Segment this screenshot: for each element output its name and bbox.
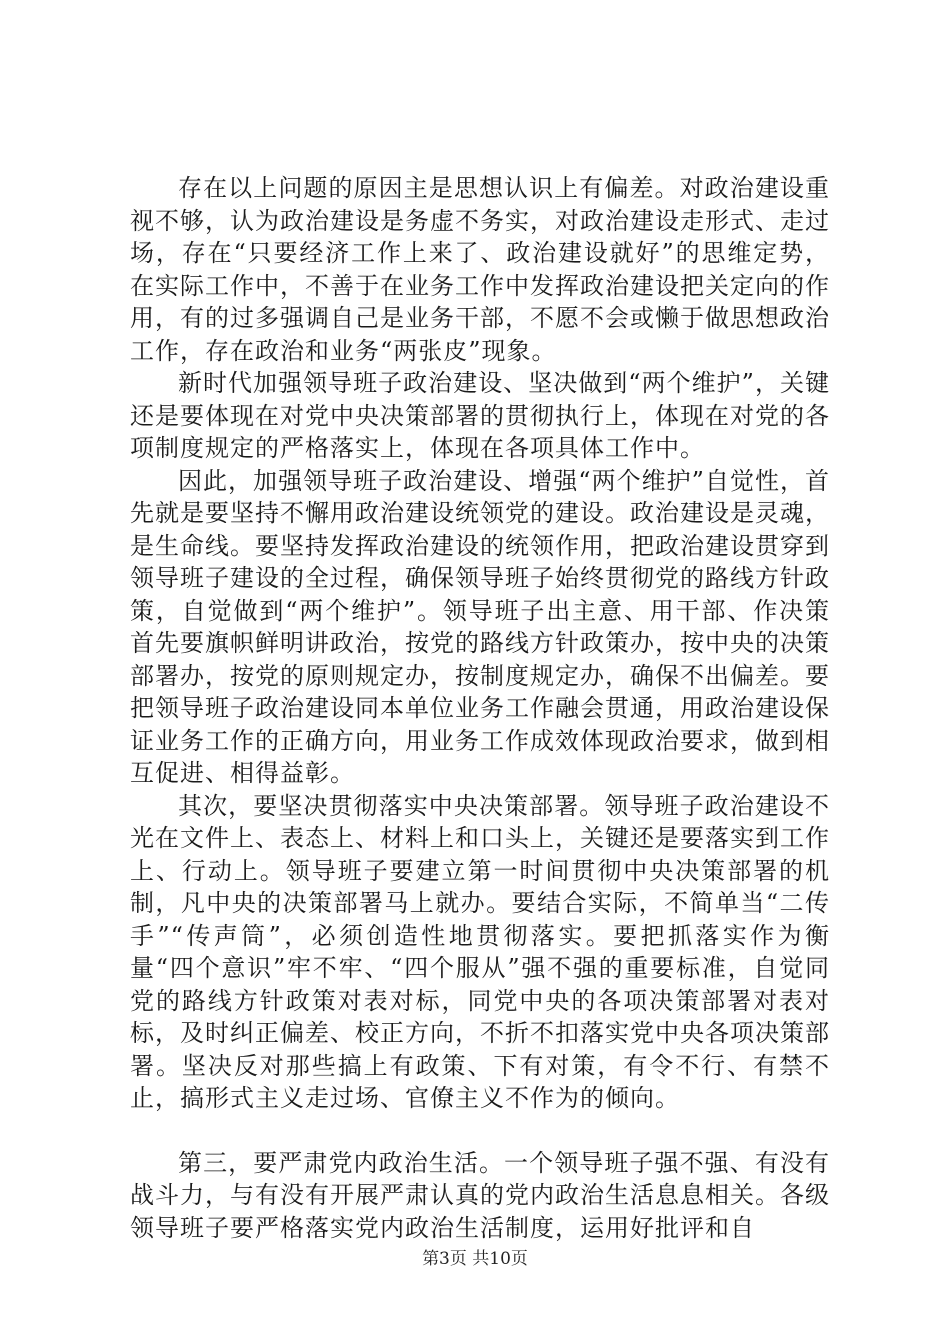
paragraph-therefore: 因此，加强领导班子政治建设、增强“两个维护”自觉性，首先就是要坚持不懈用政治建设统领党的建设。政治建设是灵魂，是生命线。要坚持发挥政治建设的统领作用，把政治建设贯穿到领导班子建设的全过程，确保领导班子始终贯彻党的路线方针政策，自觉做到“两个维护”。领导班子出主意、用干部、作决策首先要旗帜鲜明讲政治，按党的路线方针政策办，按中央的决策部署办，按党的原则规定办，按制度规定办，确保不出偏差。要把领导班子政治建设同本单位业务工作融会贯通，用政治建设保证业务工作的正确方向，用业务工作成效体现政治要求，做到相互促进、相得益彰。	[130, 466, 830, 787]
paragraph-thirdly: 第三，要严肃党内政治生活。一个领导班子强不强、有没有战斗力，与有没有开展严肃认真的党内政治生活息息相关。各级领导班子要严格落实党内政治生活制度，运用好批评和自	[130, 1148, 830, 1242]
paragraph-new-era: 新时代加强领导班子政治建设、坚决做到“两个维护”，关键还是要体现在对党中央决策部署的贯彻执行上，体现在对党的各项制度规定的严格落实上，体现在各项具体工作中。	[130, 369, 830, 462]
paragraph-secondly: 其次，要坚决贯彻落实中央决策部署。领导班子政治建设不光在文件上、表态上、材料上和口头上，关键还是要落实到工作上、行动上。领导班子要建立第一时间贯彻中央决策部署的机制，凡中央的决策部署马上就办。要结合实际，不简单当“二传手”“传声筒”，必须创造性地贯彻落实。要把抓落实作为衡量“四个意识”牢不牢、“四个服从”强不强的重要标准，自觉同党的路线方针政策对表对标，同党中央的各项决策部署对表对标，及时纠正偏差、校正方向，不折不扣落实党中央各项决策部署。坚决反对那些搞上有政策、下有对策，有令不行、有禁不止，搞形式主义走过场、官僚主义不作为的倾向。	[130, 791, 830, 1112]
page-footer	[0, 1244, 950, 1269]
paragraph-causes: 存在以上问题的原因主是思想认识上有偏差。对政治建设重视不够，认为政治建设是务虚不务实，对政治建设走形式、走过场，存在“只要经济工作上来了、政治建设就好”的思维定势，在实际工作中，不善于在业务工作中发挥政治建设把关定向的作用，有的过多强调自己是业务干部，不愿不会或懒于做思想政治工作，存在政治和业务“两张皮”现象。	[130, 174, 830, 365]
document-body	[130, 172, 830, 1244]
page-number-label: 第3页 共10页	[422, 1249, 528, 1269]
